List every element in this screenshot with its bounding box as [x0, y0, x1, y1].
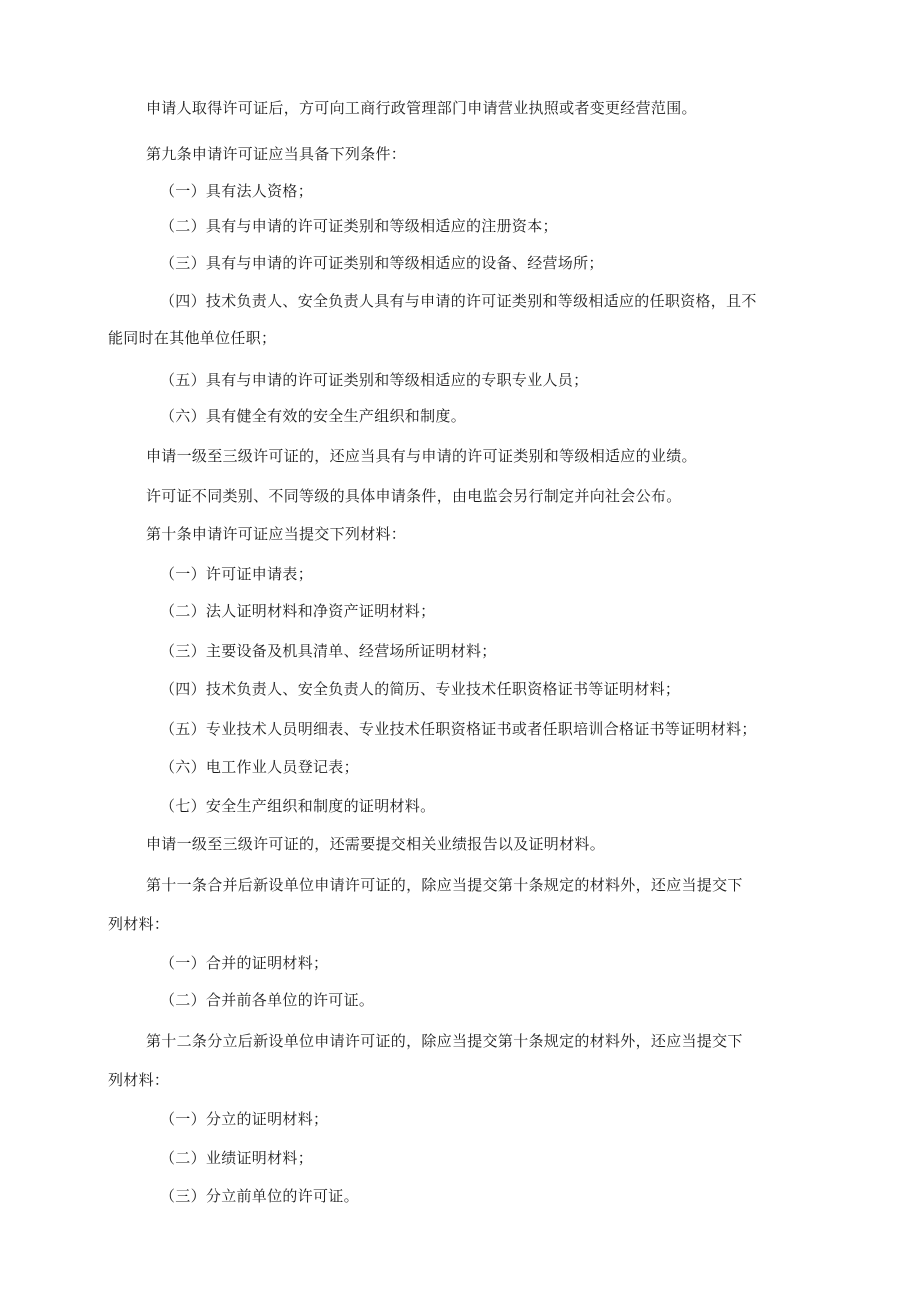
list-item: （三）分立前单位的许可证。 [160, 1187, 359, 1205]
article-heading-10: 第十条申请许可证应当提交下列材料： [146, 525, 407, 543]
list-item: （二）法人证明材料和净资产证明材料； [160, 602, 436, 620]
paragraph-continuation: 列材料： [108, 915, 170, 933]
paragraph-continuation: 列材料： [108, 1071, 170, 1089]
list-item: （六）电工作业人员登记表； [160, 758, 359, 776]
article-heading-9: 第九条申请许可证应当具备下列条件： [146, 145, 407, 163]
list-item: （一）合并的证明材料； [160, 954, 329, 972]
list-item: （五）具有与申请的许可证类别和等级相适应的专职专业人员； [160, 371, 589, 389]
paragraph-line: 申请人取得许可证后，方可向工商行政管理部门申请营业执照或者变更经营范围。 [146, 99, 697, 117]
list-item: （一）分立的证明材料； [160, 1110, 329, 1128]
paragraph-line: 许可证不同类别、不同等级的具体申请条件，由电监会另行制定并向社会公布。 [146, 487, 682, 505]
paragraph-line: 申请一级至三级许可证的，还需要提交相关业绩报告以及证明材料。 [146, 835, 606, 853]
paragraph-line: 申请一级至三级许可证的，还应当具有与申请的许可证类别和等级相适应的业绩。 [146, 447, 697, 465]
list-item: （二）具有与申请的许可证类别和等级相适应的注册资本； [160, 217, 558, 235]
list-item-continuation: 能同时在其他单位任职； [108, 329, 277, 347]
article-heading-11: 第十一条合并后新设单位申请许可证的，除应当提交第十条规定的材料外，还应当提交下 [146, 876, 743, 894]
list-item: （二）业绩证明材料； [160, 1149, 314, 1167]
list-item: （三）主要设备及机具清单、经营场所证明材料； [160, 642, 497, 660]
list-item: （五）专业技术人员明细表、专业技术任职资格证书或者任职培训合格证书等证明材料； [160, 720, 757, 738]
list-item: （四）技术负责人、安全负责人的简历、专业技术任职资格证书等证明材料； [160, 680, 681, 698]
list-item: （一）具有法人资格； [160, 182, 314, 200]
article-heading-12: 第十二条分立后新设单位申请许可证的，除应当提交第十条规定的材料外，还应当提交下 [146, 1032, 743, 1050]
list-item: （一）许可证申请表； [160, 565, 314, 583]
list-item: （六）具有健全有效的安全生产组织和制度。 [160, 407, 467, 425]
list-item: （四）技术负责人、安全负责人具有与申请的许可证类别和等级相适应的任职资格，且不 [160, 292, 757, 310]
list-item: （二）合并前各单位的许可证。 [160, 991, 375, 1009]
list-item: （三）具有与申请的许可证类别和等级相适应的设备、经营场所； [160, 254, 604, 272]
list-item: （七）安全生产组织和制度的证明材料。 [160, 797, 436, 815]
